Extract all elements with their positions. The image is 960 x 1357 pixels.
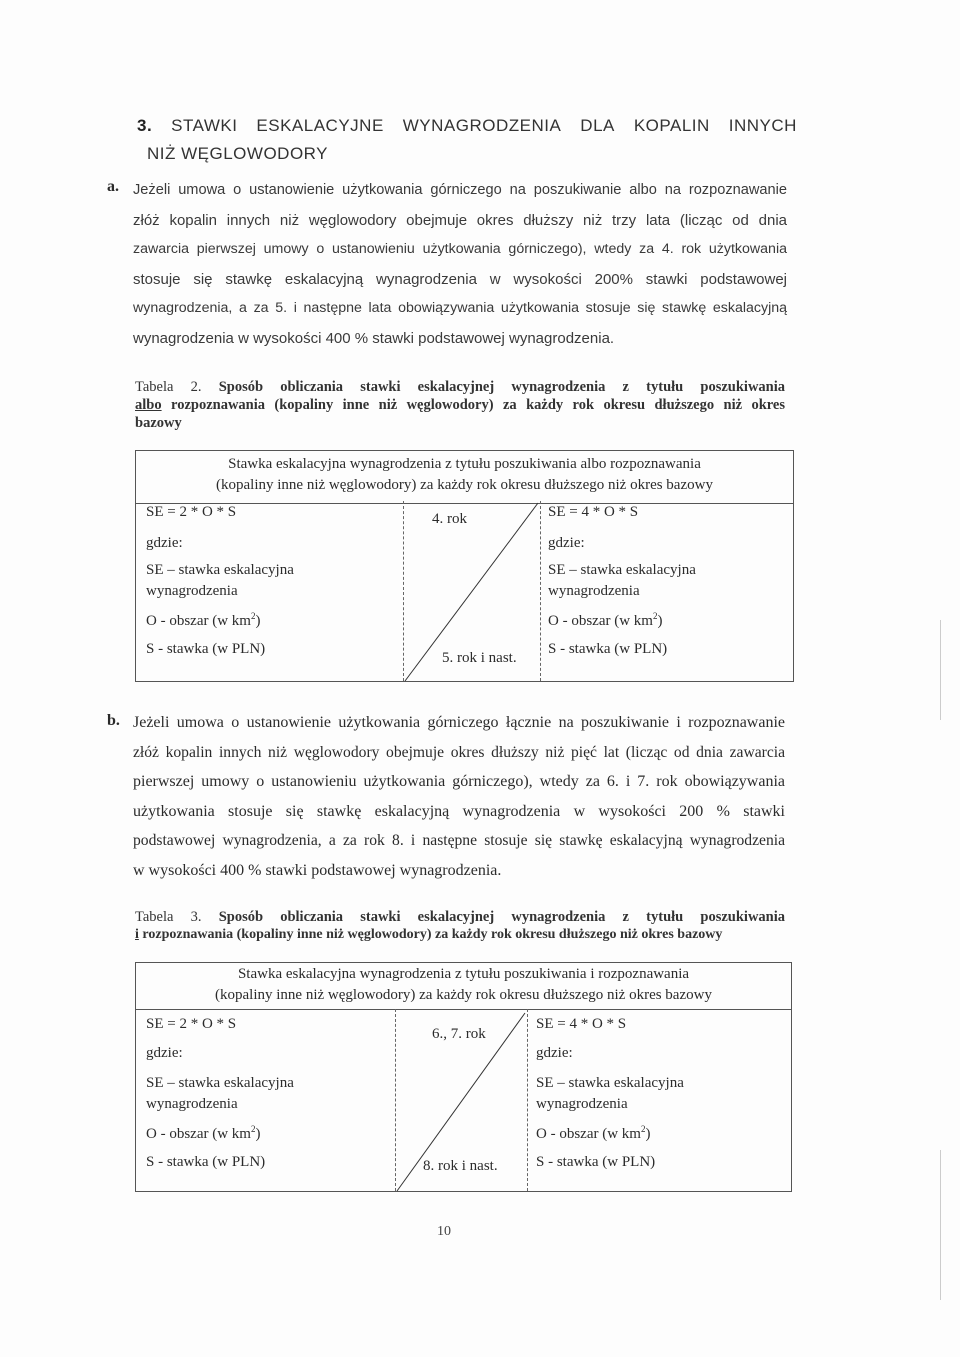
heading-word: WYNAGRODZENIA	[402, 116, 562, 135]
heading-word: ESKALACYJNE	[256, 116, 384, 135]
paragraph-line: stosuje się stawkę eskalacyjną wynagrodzenia w wysokości 200% stawki podstawowej	[133, 270, 787, 288]
heading-word: INNYCH	[728, 116, 797, 135]
paragraph-b	[133, 708, 785, 885]
column-divider	[540, 501, 541, 681]
table-header-line: Stawka eskalacyjna wynagrodzenia z tytułu poszukiwania albo rozpoznawania	[228, 456, 701, 472]
year-label-bottom: 5. rok i nast.	[442, 650, 517, 666]
page-number: 10	[437, 1224, 451, 1239]
se-definition: SE – stawka eskalacyjna	[548, 562, 696, 578]
paragraph-line: Jeżeli umowa o ustanowienie użytkowania górniczego na poszukiwanie albo na rozpoznawanie	[133, 182, 787, 198]
paragraph-line: w wysokości 400 % stawki podstawowej wynagrodzenia.	[133, 861, 502, 879]
table2-caption-label: Tabela 2.	[135, 379, 202, 395]
paragraph-line: wynagrodzenia, a za 5. i następne lata obowiązywania użytkowania stosuje się stawkę eskalacyjną	[133, 300, 787, 316]
o-definition: O - obszar (w $km^2$)	[548, 611, 663, 629]
formula: SE = 4 * O * S	[548, 504, 639, 520]
o-definition: O - obszar (w $km^2$)	[536, 1124, 651, 1142]
paragraph-line: zawarcia pierwszej umowy o ustanowieniu użytkowania górniczego), wtedy za 4. rok użytkowania	[133, 241, 787, 257]
table3-caption	[135, 908, 785, 944]
section-heading	[137, 112, 797, 168]
paragraph-line: złóż kopalin innych niż węglowodory obejmuje okres dłuższy niż trzy lata (licząc od dnia	[133, 211, 787, 229]
caption-line-2	[135, 396, 785, 414]
table3-caption-label: Tabela 3.	[135, 909, 202, 925]
caption-text: rozpoznawania (kopaliny inne niż węglowodory) za każdy rok okresu dłuższego niż okres	[171, 397, 786, 413]
paragraph-line: wynagrodzenia w wysokości 400 % stawki podstawowej wynagrodzenia.	[133, 329, 615, 347]
scan-edge-mark	[940, 620, 941, 720]
caption-text: Sposób obliczania stawki eskalacyjnej wynagrodzenia z tytułu poszukiwania	[218, 909, 786, 925]
formula: SE = 2 * O * S	[146, 504, 237, 520]
paragraph-line: pierwszej umowy o ustanowieniu użytkowania górniczego), wtedy za 6. i 7. rok obowiązywania	[133, 773, 785, 790]
column-divider	[527, 1009, 528, 1191]
se-definition-cont: wynagrodzenia	[536, 1096, 628, 1112]
se-definition: SE – stawka eskalacyjna	[146, 562, 294, 578]
where-label: gdzie:	[536, 1045, 573, 1061]
formula: SE = 4 * O * S	[536, 1016, 627, 1032]
caption-line-2	[135, 926, 785, 944]
table3-header	[136, 963, 791, 1010]
paragraph-line: Jeżeli umowa o ustanowienie użytkowania górniczego łącznie na poszukiwanie i rozpoznawanie	[133, 714, 785, 731]
s-definition: S - stawka (w PLN)	[548, 641, 668, 657]
paragraph-marker-a: a.	[107, 178, 119, 195]
s-definition: S - stawka (w PLN)	[146, 641, 266, 657]
s-definition: S - stawka (w PLN)	[146, 1154, 266, 1170]
se-definition-cont: wynagrodzenia	[146, 1096, 238, 1112]
table3	[135, 962, 792, 1192]
se-definition: SE – stawka eskalacyjna	[536, 1075, 684, 1091]
paragraph-a	[133, 176, 787, 353]
paragraph-line: złóż kopalin innych niż węglowodory obejmuje okres dłuższy niż pięć lat (licząc od dnia zawarcia	[133, 743, 785, 761]
year-label-bottom: 8. rok i nast.	[423, 1158, 498, 1174]
caption-text: bazowy	[135, 415, 182, 431]
where-label: gdzie:	[146, 1045, 183, 1061]
table-header-line: (kopaliny inne niż węglowodory) za każdy rok okresu dłuższego niż okres bazowy	[216, 477, 713, 493]
paragraph-line: podstawowej wynagrodzenia, a za rok 8. i następne stosuje się stawkę eskalacyjną wynagrodzenia	[133, 832, 785, 849]
year-label-top: 6., 7. rok	[432, 1026, 486, 1042]
where-label: gdzie:	[548, 535, 585, 551]
table-header-line: Stawka eskalacyjna wynagrodzenia z tytułu poszukiwania i rozpoznawania	[237, 966, 690, 982]
caption-text: rozpoznawania (kopaliny inne niż węglowodory) za każdy rok okresu dłuższego niż okres bazowy	[142, 927, 723, 942]
section-number: 3.	[137, 116, 153, 135]
se-definition-cont: wynagrodzenia	[548, 583, 640, 599]
table2	[135, 450, 794, 682]
heading-word: DLA	[580, 116, 615, 135]
heading-word: KOPALIN	[633, 116, 710, 135]
heading-line-2: NIŻ WĘGLOWODORY	[147, 144, 328, 163]
scan-edge-mark	[940, 1150, 941, 1300]
table-header-line: (kopaliny inne niż węglowodory) za każdy rok okresu dłuższego niż okres bazowy	[215, 987, 712, 1003]
caption-underlined-word: i	[135, 927, 139, 942]
table2-caption	[135, 378, 785, 432]
caption-text: Sposób obliczania stawki eskalacyjnej wynagrodzenia z tytułu poszukiwania	[218, 379, 786, 395]
s-definition: S - stawka (w PLN)	[536, 1154, 656, 1170]
paragraph-line: użytkowania stosuje się stawkę eskalacyjną wynagrodzenia w wysokości 200 % stawki	[133, 802, 785, 820]
o-definition: O - obszar (w $km^2$)	[146, 1124, 261, 1142]
o-definition: O - obszar (w $km^2$)	[146, 611, 261, 629]
where-label: gdzie:	[146, 535, 183, 551]
paragraph-marker-b: b.	[107, 712, 120, 729]
heading-word: STAWKI	[171, 116, 238, 135]
year-label-top: 4. rok	[432, 511, 467, 527]
se-definition: SE – stawka eskalacyjna	[146, 1075, 294, 1091]
table2-header	[136, 451, 793, 504]
formula: SE = 2 * O * S	[146, 1016, 237, 1032]
se-definition-cont: wynagrodzenia	[146, 583, 238, 599]
caption-underlined-word: albo	[135, 397, 162, 413]
